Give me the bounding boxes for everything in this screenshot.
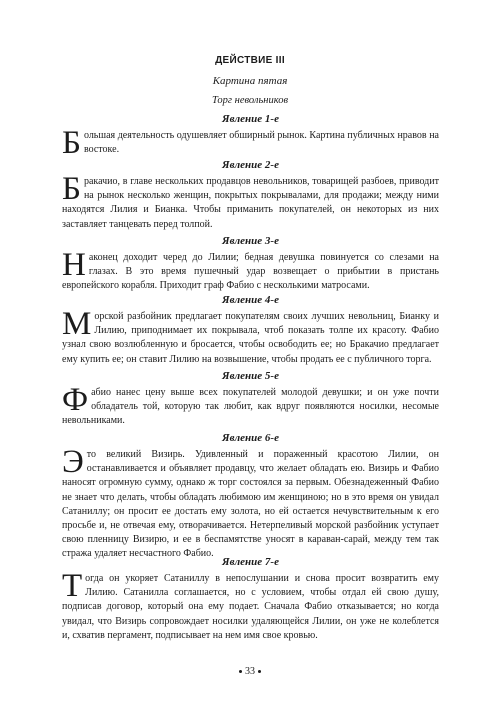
dropcap: Э: [62, 444, 84, 480]
scene-2: [62, 158, 439, 232]
scene-1: [62, 112, 439, 161]
page-number: [0, 666, 500, 677]
scene-body-text: абио нанес цену выше всех покупателей молодой девушки; и он уже почти обладатель той, которую так любит, как вдруг появляются носилки, несомые невольниками.: [62, 387, 439, 427]
scene-body-text: ольшая деятельность одушевляет обширный рынок. Картина публичных нравов на востоке.: [83, 130, 439, 156]
subtitle: Торг невольников: [211, 95, 289, 106]
scene-heading: Явление 2-е: [222, 159, 279, 171]
scene-body-text: аконец доходит черед до Лилии; бедная девушка повинуется со слезами на глазах. В это время пушечный удар возвещает о прибытии в пристань европейского корабля. Приходит граф Фабио с несколькими матросами.: [62, 252, 439, 292]
scene-body-text: ракачио, в главе нескольких продавцов невольников, товарищей разбоев, приводит на рынок несколько женщин, покрытых покрывалами, для продажи; между ними находятся Лилия и Бианка. Чтобы приманить покупателей, он некоторых из них заставляет танцевать перед толпой.: [62, 176, 439, 230]
ornament-dot-icon: [239, 670, 242, 673]
page-number-text: 33: [245, 666, 255, 677]
scene-text: [62, 444, 439, 562]
ornament-dot-icon: [258, 670, 261, 673]
dropcap: М: [62, 306, 92, 342]
scene-text: [62, 382, 439, 429]
scene-body-text: огда он укоряет Сатаниллу в непослушании и снова просит возвратить ему Лилию. Сатанилла соглашается, но с условием, чтобы отдал ей свою душу, подписав договор, который она ему подает. Сначала Фабио отказывается; но когда увидал, что Визирь сопровождает носилки удаляющейся Лилии, он уже не колеблется и, схватив пергамент, подписывает на нем имя свое кровью.: [62, 573, 439, 641]
scene-heading: Явление 7-е: [222, 556, 279, 568]
scene-5: [62, 369, 439, 429]
scene-3: [62, 234, 439, 294]
scene-heading: Явление 5-е: [222, 370, 279, 382]
scene-text: [62, 125, 439, 161]
scene-heading: Явление 3-е: [222, 235, 279, 247]
scene-7: [62, 555, 439, 643]
scene-4: [62, 293, 439, 367]
scene-body-text: то великий Визирь. Удивленный и пораженный красотою Лилии, он останавливается и объявляет продавцу, что желает обладать ею. Визирь и Фабио наносят огромную сумму, однако ж торг состоялся за первым. Обезнадеженный Фабио не знает что делать, чтобы обладать любимою им женщиною; но в это время он увидал Сатаниллу; он просит ее достать ему золота, но ей остается нечувствительным к его просьбе и, не отвечая ему, отворачивается. Нетерпеливый морской разбойник уступает свою пленницу Визирю, и ее в беспамятстве уносят в караван-сарай, между тем так стража удаляет несчастного Фабио.: [62, 449, 439, 560]
dropcap: Б: [62, 125, 81, 161]
dropcap: Н: [62, 247, 86, 283]
scene-text: [62, 568, 439, 643]
dropcap: Т: [62, 568, 83, 604]
picture-title: Картина пятая: [212, 75, 288, 87]
act-title: ДЕЙСТВИЕ III: [215, 55, 285, 66]
scene-heading: Явление 6-е: [222, 432, 279, 444]
dropcap: Б: [62, 171, 81, 207]
scene-heading: Явление 1-е: [222, 113, 279, 125]
scene-body-text: орской разбойник предлагает покупателям своих лучших невольниц, Бианку и Лилию, приподнимает их покрывала, чтоб показать толпе их красоту. Фабио узнал свою возлюбленную и бросается, чтобы освободить ее; но Бракачио предлагает ему купить ее; он ставит Лилию на возвышение, чтобы продать ее с публичного торга.: [62, 311, 439, 365]
scene-text: [62, 171, 439, 232]
scene-text: [62, 247, 439, 294]
scene-text: [62, 306, 439, 367]
scene-heading: Явление 4-е: [222, 294, 279, 306]
dropcap: Ф: [62, 382, 89, 418]
scene-6: [62, 431, 439, 562]
